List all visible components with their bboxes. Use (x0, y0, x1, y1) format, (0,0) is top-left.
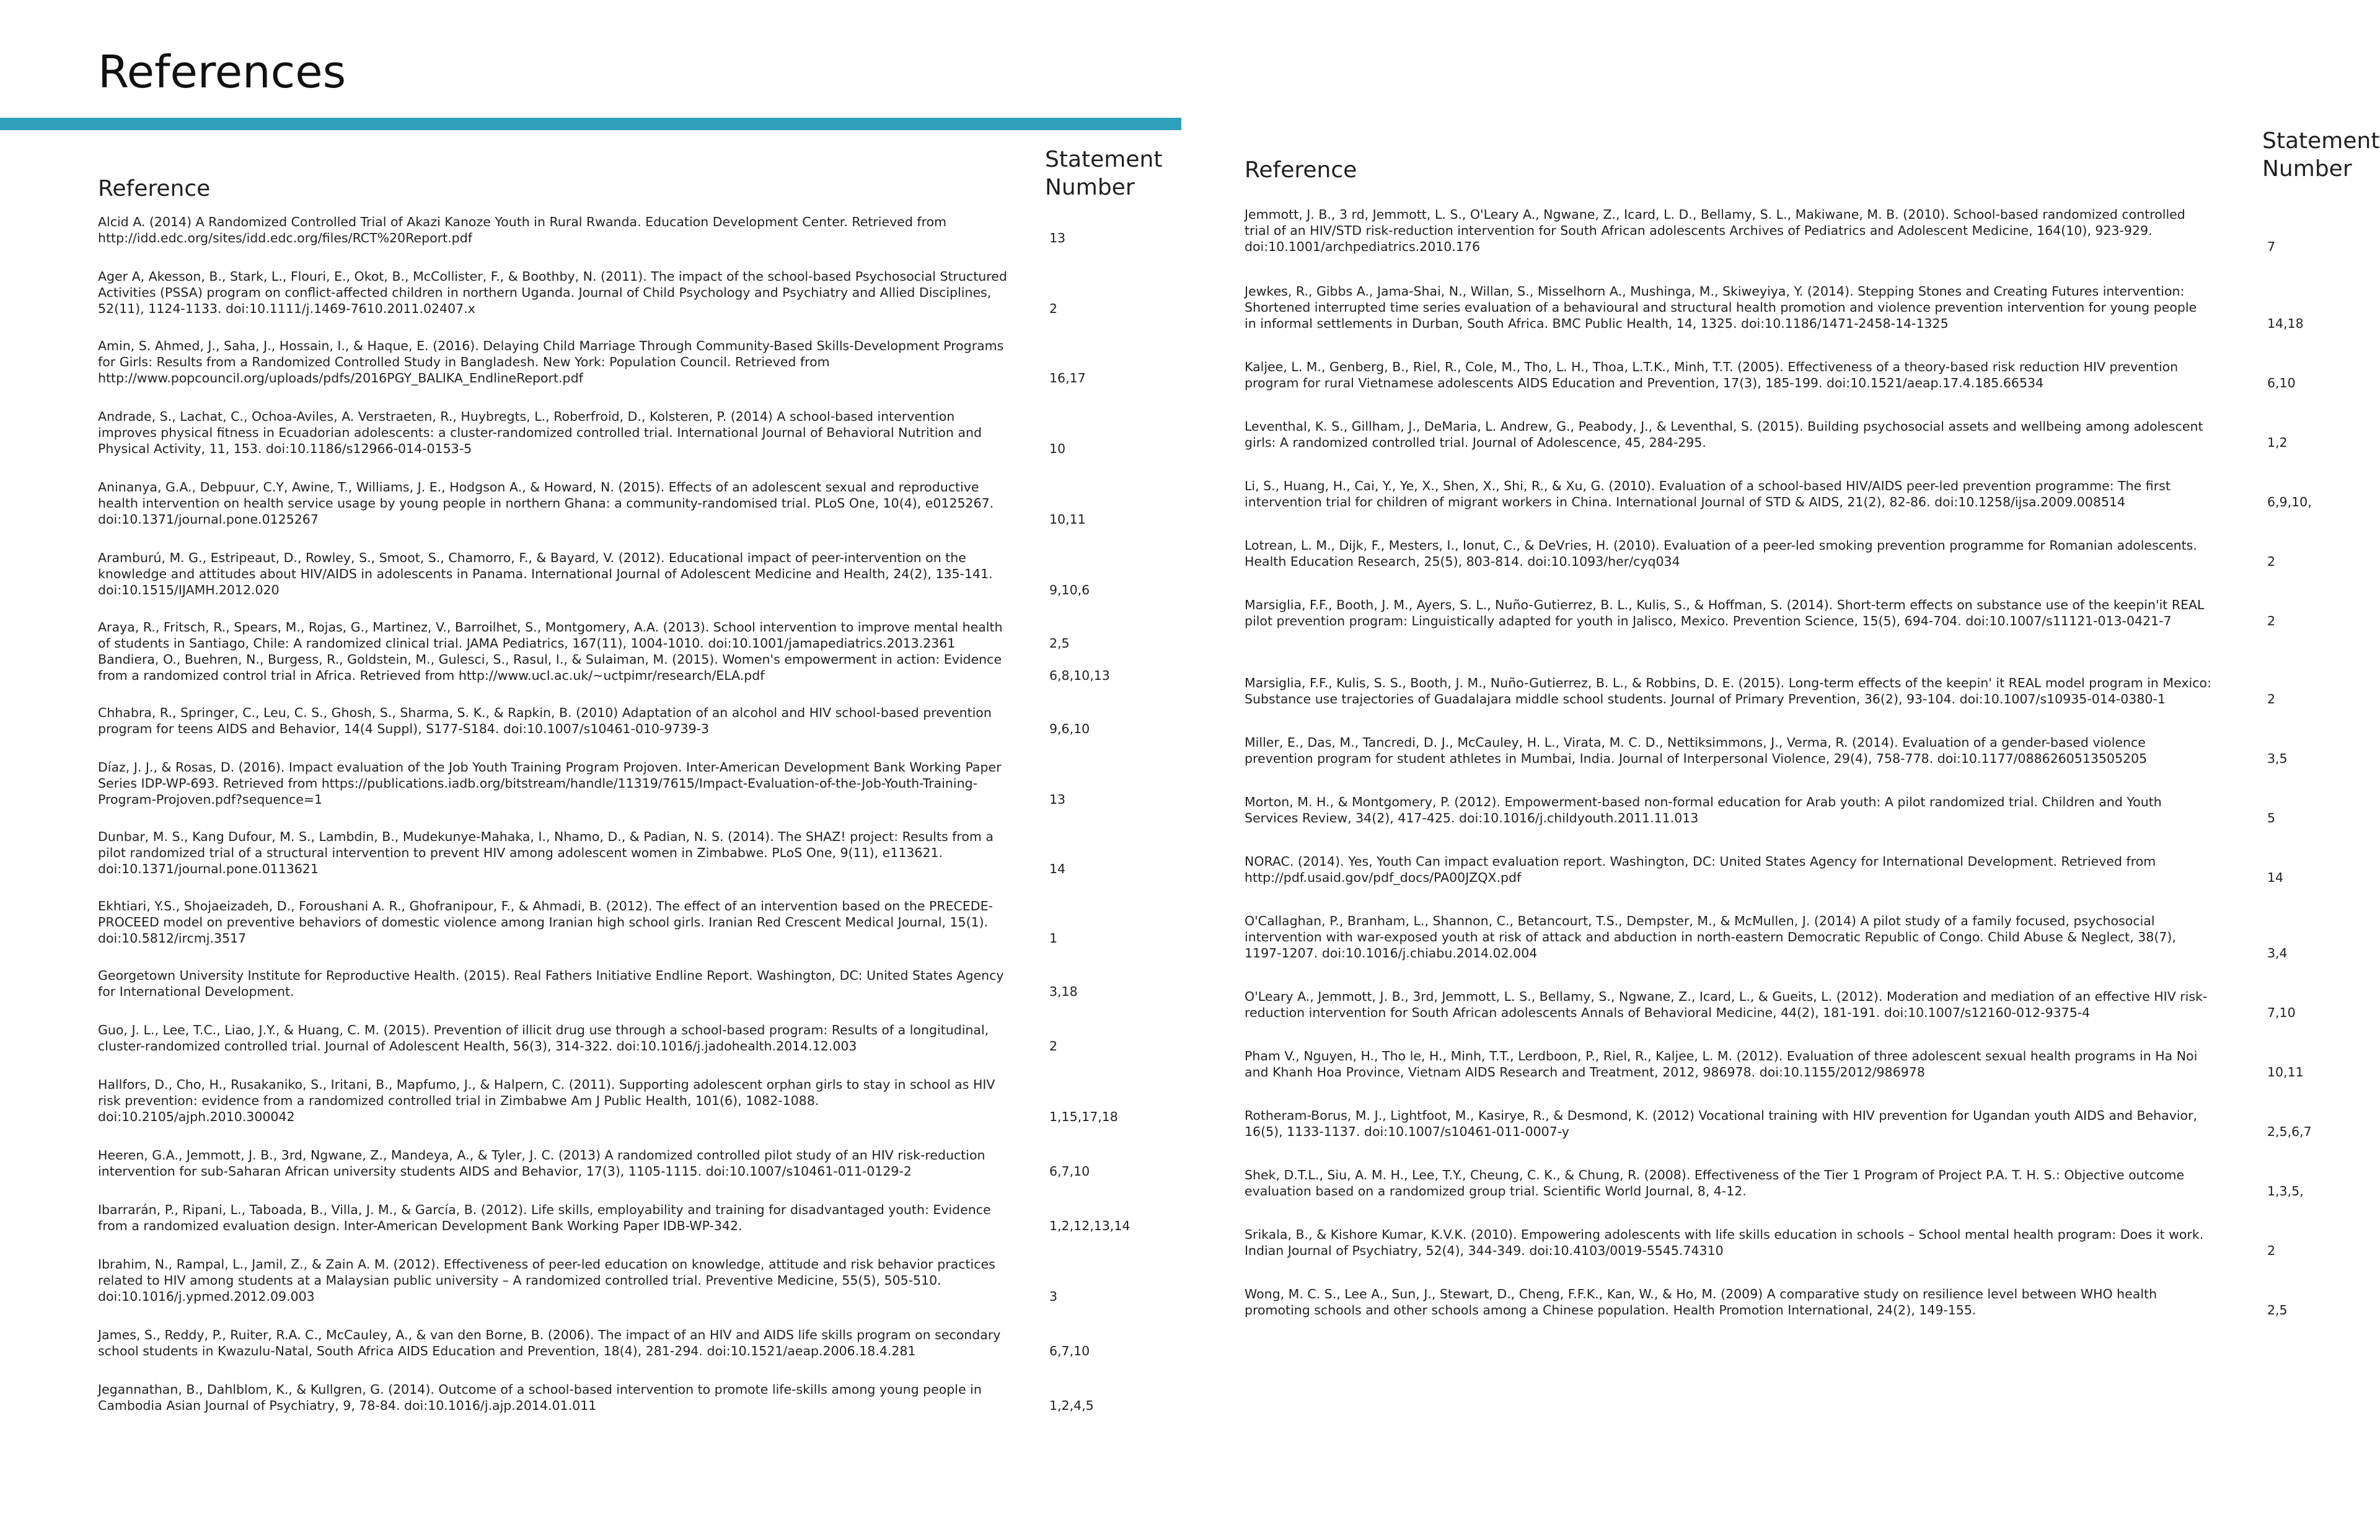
reference-entry (98, 479, 1139, 527)
reference-citation: Kaljee, L. M., Genberg, B., Riel, R., Cole, M., Tho, L. H., Thoa, L.T.K., Minh, T.T. (2005). Effectiveness of a theory-based risk reduction HIV prevention program for rural Vietnamese adolescents AIDS Education and Prevention, 17(3), 185-199. doi:10.1521/aeap.17.4.185.66534 (1245, 359, 2179, 390)
statement-number: 10 (1049, 441, 1066, 456)
reference-entry (1245, 853, 2335, 886)
reference-entry (1245, 988, 2335, 1021)
statement-number: 2 (2267, 1243, 2276, 1258)
reference-citation: Srikala, B., & Kishore Kumar, K.V.K. (2010). Empowering adolescents with life skills education in schools – School mental health program: Does it work. Indian Journal of Psychiatry, 52(4), 344-349. doi:10.4103/0019-5545.74310 (1245, 1227, 2204, 1258)
reference-citation: Guo, J. L., Lee, T.C., Liao, J.Y., & Huang, C. M. (2015). Prevention of illicit drug use through a school-based program: Results of a longitudinal, cluster-randomized controlled trial. Journal of Adolescent Health, 56(3), 314-322. doi:10.1016/j.jadohealth.2014.12.003 (98, 1023, 989, 1054)
statement-number: 3,5 (2267, 751, 2288, 766)
statement-number: 7 (2267, 239, 2276, 254)
reference-citation: Marsiglia, F.F., Booth, J. M., Ayers, S. L., Nuño-Gutierrez, B. L., Kulis, S., & Hoffman, S. (2014). Short-term effects on substance use of the keepin'it REAL pilot prevention program: Linguistically adapted for youth in Jalisco, Mexico. Prevention Science, 15(5), 694-704. doi:10.1007/s11121-013-0421-7 (1245, 597, 2205, 628)
reference-entry (1245, 734, 2335, 767)
reference-entry (98, 550, 1139, 598)
reference-entry (98, 1076, 1139, 1125)
statement-number: 2 (2267, 614, 2276, 628)
reference-citation: O'Leary A., Jemmott, J. B., 3rd, Jemmott, L. S., Bellamy, S., Ngwane, Z., Icard, L., & Gueits, L. (2012). Moderation and mediation of an effective HIV risk-reduction intervention for South African adolescents Annals of Behavioral Medicine, 44(2), 181-191. doi:10.1007/s12160-012-9375-4 (1245, 989, 2208, 1020)
statement-number: 3,4 (2267, 946, 2288, 961)
reference-entry (1245, 418, 2335, 451)
statement-number: 10,11 (2267, 1065, 2304, 1080)
statement-number: 1,3,5, (2267, 1184, 2304, 1199)
reference-citation: Ager A, Akesson, B., Stark, L., Flouri, E., Okot, B., McCollister, F., & Boothby, N. (2011). The impact of the school-based Psychosocial Structured Activities (PSSA) program on conflict-affected children in northern Uganda. Journal of Child Psychology and Psychiatry and Allied Disciplines, 52(11), 1124-1133. doi:10.1111/j.1469-7610.2011.02407.x (98, 269, 1007, 316)
reference-entry (1245, 1226, 2335, 1259)
statement-number: 2,5 (2267, 1303, 2288, 1318)
statement-number: 1,2 (2267, 435, 2288, 450)
statement-number: 10,11 (1049, 512, 1086, 527)
statement-number: 2 (1049, 301, 1058, 316)
reference-citation: Jegannathan, B., Dahlblom, K., & Kullgren, G. (2014). Outcome of a school-based intervention to promote life-skills among young people in Cambodia Asian Journal of Psychiatry, 9, 78-84. doi:10.1016/j.ajp.2014.01.011 (98, 1382, 982, 1413)
statement-number-header: Statement Number (2262, 128, 2380, 182)
reference-citation: Andrade, S., Lachat, C., Ochoa-Aviles, A. Verstraeten, R., Huybregts, L., Roberfroid, D., Kolsteren, P. (2014) A school-based intervention improves physical fitness in Ecuadorian adolescents: a cluster-randomized controlled trial. International Journal of Behavioral Nutrition and Physical Activity, 11, 153. doi:10.1186/s12966-014-0153-5 (98, 409, 982, 456)
statement-number: 2,5,6,7 (2267, 1124, 2312, 1139)
reference-citation: Hallfors, D., Cho, H., Rusakaniko, S., Iritani, B., Mapfumo, J., & Halpern, C. (2011). Supporting adolescent orphan girls to stay in school as HIV risk prevention: evidence from a randomized controlled trial in Zimbabwe Am J Public Health, 101(6), 1082-1088. doi:10.2105/ajph.2010.300042 (98, 1077, 995, 1124)
statement-number: 6,9,10, (2267, 495, 2312, 509)
reference-citation: Araya, R., Fritsch, R., Spears, M., Rojas, G., Martinez, V., Barroilhet, S., Montgomery, A.A. (2013). School intervention to improve mental health of students in Santiago, Chile: A randomized clinical trial. JAMA Pediatrics, 167(11), 1004-1010. doi:10.1001/jamapediatrics.2013.2361 (98, 620, 1003, 651)
reference-entry (1245, 206, 2335, 255)
statement-number: 3,18 (1049, 984, 1078, 999)
reference-citation: Jewkes, R., Gibbs A., Jama-Shai, N., Willan, S., Misselhorn A., Mushinga, M., Skiweyiya, Y. (2014). Stepping Stones and Creating Futures intervention: Shortened interrupted time series evaluation of a behavioural and structural health promotion and violence prevention intervention for young people in informal settlements in Durban, South Africa. BMC Public Health, 14, 1325. doi:10.1186/1471-2458-14-1325 (1245, 284, 2197, 331)
reference-entry (1245, 1048, 2335, 1080)
reference-citation: Miller, E., Das, M., Tancredi, D. J., McCauley, H. L., Virata, M. C. D., Nettiksimmons, J., Verma, R. (2014). Evaluation of a gender-based violence prevention program for student athletes in Mumbai, India. Journal of Interpersonal Violence, 29(4), 758-778. doi:10.1177/0886260513505205 (1245, 735, 2148, 766)
reference-header: Reference (1245, 157, 1357, 183)
reference-citation: Morton, M. H., & Montgomery, P. (2012). Empowerment-based non-formal education for Arab youth: A pilot randomized trial. Children and Youth Services Review, 34(2), 417-425. doi:10.1016/j.childyouth.2011.11.013 (1245, 794, 2162, 825)
statement-number: 6,7,10 (1049, 1344, 1090, 1358)
reference-citation: Jemmott, J. B., 3 rd, Jemmott, L. S., O'Leary A., Ngwane, Z., Icard, L. D., Bellamy, S. L., Makiwane, M. B. (2010). School-based randomized controlled trial of an HIV/STD risk-reduction intervention for South African adolescents Archives of Pediatrics and Adolescent Medicine, 164(10), 923-929. doi:10.1001/archpediatrics.2010.176 (1245, 207, 2185, 254)
reference-citation: Ekhtiari, Y.S., Shojaeizadeh, D., Foroushani A. R., Ghofranipour, F., & Ahmadi, B. (2012). The effect of an intervention based on the PRECEDE-PROCEED model on preventive behaviors of domestic violence among Iranian high school girls. Iranian Red Crescent Medical Journal, 15(1). doi:10.5812/ircmj.3517 (98, 899, 993, 946)
reference-entry (1245, 794, 2335, 826)
statement-number: 1,2,12,13,14 (1049, 1218, 1130, 1233)
reference-entry (1245, 1286, 2335, 1318)
reference-entry (98, 268, 1139, 317)
statement-number: 7,10 (2267, 1005, 2296, 1020)
statement-number: 6,7,10 (1049, 1164, 1090, 1179)
reference-header: Reference (98, 176, 211, 201)
reference-citation: Marsiglia, F.F., Kulis, S. S., Booth, J. M., Nuño-Gutierrez, B. L., & Robbins, D. E. (2015). Long-term effects of the keepin' it REAL model program in Mexico: Substance use trajectories of Guadalajara middle school students. Journal of Primary Prevention, 36(2), 93-104. doi:10.1007/s10935-014-0380-1 (1245, 675, 2211, 706)
reference-entry (1245, 1167, 2335, 1199)
references-column-right (1245, 127, 2380, 1318)
reference-citation: Li, S., Huang, H., Cai, Y., Ye, X., Shen, X., Shi, R., & Xu, G. (2010). Evaluation of a school-based HIV/AIDS peer-led prevention programme: The first intervention trial for children of migrant workers in China. International Journal of STD & AIDS, 21(2), 82-86. doi:10.1258/ijsa.2009.008514 (1245, 478, 2171, 509)
reference-entry (98, 1327, 1139, 1359)
reference-entry (98, 898, 1139, 946)
statement-number: 6,10 (2267, 376, 2296, 390)
references-column-left (98, 127, 1163, 1413)
statement-number: 3 (1049, 1289, 1058, 1304)
reference-citation: Shek, D.T.L., Siu, A. M. H., Lee, T.Y., Cheung, C. K., & Chung, R. (2008). Effectiveness of the Tier 1 Program of Project P.A. T. H. S.: Objective outcome evaluation based on a randomized group trial. Scientific World Journal, 8, 4-12. (1245, 1168, 2185, 1199)
column-header (1245, 127, 2380, 183)
reference-entry (1245, 359, 2335, 391)
statement-number: 2,5 (1049, 636, 1070, 651)
reference-citation: Bandiera, O., Buehren, N., Burgess, R., Goldstein, M., Gulesci, S., Rasul, I., & Sulaiman, M. (2015). Women's empowerment in action: Evidence from a randomized control trial in Africa. Retrieved from http://www.ucl.ac.uk/~uctpimr/research/ELA.pdf (98, 652, 1002, 683)
reference-entry (98, 1022, 1139, 1054)
reference-entry (1245, 913, 2335, 961)
statement-number: 1,2,4,5 (1049, 1398, 1094, 1413)
reference-entry (98, 338, 1139, 386)
column-header (98, 127, 1163, 201)
statement-number: 5 (2267, 811, 2276, 825)
statement-number: 14 (1049, 861, 1066, 876)
reference-citation: Aninanya, G.A., Debpuur, C.Y, Awine, T., Williams, J. E., Hodgson A., & Howard, N. (2015). Effects of an adolescent sexual and reproductive health intervention on health service usage by young people in northern Ghana: a community-randomised trial. PLoS One, 10(4), e0125267. doi:10.1371/journal.pone.0125267 (98, 480, 994, 527)
reference-citation: Pham V., Nguyen, H., Tho le, H., Minh, T.T., Lerdboon, P., Riel, R., Kaljee, L. M. (2012). Evaluation of three adolescent sexual health programs in Ha Noi and Khanh Hoa Province, Vietnam AIDS Research and Treatment, 2012, 986978. doi:10.1155/2012/986978 (1245, 1049, 2198, 1080)
reference-citation: Ibarrarán, P., Ripani, L., Taboada, B., Villa, J. M., & García, B. (2012). Life skills, employability and training for disadvantaged youth: Evidence from a randomized evaluation design. Inter-American Development Bank Working Paper IDB-WP-342. (98, 1202, 991, 1233)
reference-citation: Alcid A. (2014) A Randomized Controlled Trial of Akazi Kanoze Youth in Rural Rwanda. Education Development Center. Retrieved from http://idd.edc.org/sites/idd.edc.org/files/RCT%20Report.pdf (98, 214, 947, 245)
reference-citation: Lotrean, L. M., Dijk, F., Mesters, I., Ionut, C., & DeVries, H. (2010). Evaluation of a peer-led smoking prevention programme for Romanian adolescents. Health Education Research, 25(5), 803-814. doi:10.1093/her/cyq034 (1245, 538, 2197, 569)
reference-entry (98, 829, 1139, 877)
reference-citation: Aramburú, M. G., Estripeaut, D., Rowley, S., Smoot, S., Chamorro, F., & Bayard, V. (2012). Educational impact of peer-intervention on the knowledge and attitudes about HIV/AIDS in adolescents in Panama. International Journal of Adolescent Medicine and Health, 24(2), 135-141. doi:10.1515/IJAMH.2012.020 (98, 550, 993, 597)
reference-list (98, 214, 1139, 1414)
reference-entry (98, 619, 1139, 651)
reference-citation: Leventhal, K. S., Gillham, J., DeMaria, L. Andrew, G., Peabody, J., & Leventhal, S. (2015). Building psychosocial assets and wellbeing among adolescent girls: A randomized controlled trial. Journal of Adolescence, 45, 284-295. (1245, 419, 2203, 450)
reference-citation: Heeren, G.A., Jemmott, J. B., 3rd, Ngwane, Z., Mandeya, A., & Tyler, J. C. (2013) A randomized controlled pilot study of an HIV risk-reduction intervention for sub-Saharan African university students AIDS and Behavior, 17(3), 1105-1115. doi:10.1007/s10461-011-0129-2 (98, 1148, 985, 1179)
reference-entry (98, 705, 1139, 737)
reference-entry (98, 967, 1139, 1000)
statement-number: 9,10,6 (1049, 583, 1090, 597)
reference-citation: Georgetown University Institute for Reproductive Health. (2015). Real Fathers Initiative Endline Report. Washington, DC: United States Agency for International Development. (98, 968, 1004, 999)
reference-citation: NORAC. (2014). Yes, Youth Can impact evaluation report. Washington, DC: United States Agency for International Development. Retrieved from http://pdf.usaid.gov/pdf_docs/PA00JZQX.pdf (1245, 854, 2156, 885)
reference-entry (98, 759, 1139, 807)
statement-number: 14,18 (2267, 316, 2304, 331)
reference-entry (98, 1147, 1139, 1179)
statement-number: 9,6,10 (1049, 721, 1090, 736)
reference-list (1245, 206, 2335, 1318)
reference-citation: Dunbar, M. S., Kang Dufour, M. S., Lambdin, B., Mudekunye-Mahaka, I., Nhamo, D., & Padian, N. S. (2014). The SHAZ! project: Results from a pilot randomized trial of a structural intervention to prevent HIV among adolescent women in Zimbabwe. PLoS One, 9(11), e113621. doi:10.1371/journal.pone.0113621 (98, 829, 994, 876)
reference-citation: James, S., Reddy, P., Ruiter, R.A. C., McCauley, A., & van den Borne, B. (2006). The impact of an HIV and AIDS life skills program on secondary school students in Kwazulu-Natal, South Africa AIDS Education and Prevention, 18(4), 281-294. doi:10.1521/aeap.2006.18.4.281 (98, 1327, 1001, 1358)
reference-entry (1245, 675, 2335, 707)
statement-number: 14 (2267, 870, 2284, 885)
statement-number: 2 (1049, 1039, 1058, 1054)
reference-citation: Díaz, J. J., & Rosas, D. (2016). Impact evaluation of the Job Youth Training Program Projoven. Inter-American Development Bank Working Paper Series IDP-WP-693. Retrieved from https://publications.iadb.org/bitstream/handle/11319/7615/Impact-Evaluation-of-the-Job-Youth-Training-Program-Projoven.pdf?sequence=1 (98, 760, 1002, 807)
reference-entry (98, 651, 1139, 684)
reference-entry (98, 1202, 1139, 1234)
reference-entry (1245, 478, 2335, 510)
statement-number-header: Statement Number (1045, 147, 1163, 200)
reference-citation: O'Callaghan, P., Branham, L., Shannon, C., Betancourt, T.S., Dempster, M., & McMullen, J. (2014) A pilot study of a family focused, psychosocial intervention with war-exposed youth at risk of attack and abduction in north-eastern Democratic Republic of Congo. Child Abuse & Neglect, 38(7), 1197-1207. doi:10.1016/j.chiabu.2014.02.004 (1245, 913, 2176, 961)
statement-number: 1,15,17,18 (1049, 1109, 1118, 1124)
statement-number: 1 (1049, 931, 1058, 946)
reference-entry (98, 214, 1139, 246)
reference-citation: Ibrahim, N., Rampal, L., Jamil, Z., & Zain A. M. (2012). Effectiveness of peer-led education on knowledge, attitude and risk behavior practices related to HIV among students at a Malaysian public university – A randomized controlled trial. Preventive Medicine, 55(5), 505-510. doi:10.1016/j.ypmed.2012.09.003 (98, 1257, 995, 1304)
reference-entry (1245, 283, 2335, 332)
reference-entry (98, 408, 1139, 457)
reference-citation: Amin, S. Ahmed, J., Saha, J., Hossain, I., & Haque, E. (2016). Delaying Child Marriage Through Community-Based Skills-Development Programs for Girls: Results from a Randomized Controlled Study in Bangladesh. New York: Population Council. Retrieved from http://www.popcouncil.org/uploads/pdfs/2016PGY_BALIKA_EndlineReport.pdf (98, 338, 1004, 385)
reference-citation: Chhabra, R., Springer, C., Leu, C. S., Ghosh, S., Sharma, S. K., & Rapkin, B. (2010) Adaptation of an alcohol and HIV school-based prevention program for teens AIDS and Behavior, 14(4 Suppl), S177-S184. doi:10.1007/s10461-010-9739-3 (98, 705, 992, 736)
statement-number: 13 (1049, 231, 1066, 245)
statement-number: 2 (2267, 692, 2276, 706)
statement-number: 6,8,10,13 (1049, 668, 1110, 683)
reference-entry (1245, 1107, 2335, 1140)
reference-entry (1245, 537, 2335, 570)
reference-entry (98, 1256, 1139, 1305)
page-title: References (98, 46, 346, 98)
reference-citation: Wong, M. C. S., Lee A., Sun, J., Stewart, D., Cheng, F.F.K., Kan, W., & Ho, M. (2009) A comparative study on resilience level between WHO health promoting schools and other schools among a Chinese population. Health Promotion International, 24(2), 149-155. (1245, 1287, 2157, 1318)
reference-entry (1245, 597, 2335, 629)
statement-number: 16,17 (1049, 371, 1086, 385)
statement-number: 2 (2267, 554, 2276, 569)
reference-citation: Rotheram-Borus, M. J., Lightfoot, M., Kasirye, R., & Desmond, K. (2012) Vocational training with HIV prevention for Ugandan youth AIDS and Behavior, 16(5), 1133-1137. doi:10.1007/s10461-011-0007-y (1245, 1108, 2198, 1139)
reference-entry (98, 1381, 1139, 1414)
statement-number: 13 (1049, 792, 1066, 807)
